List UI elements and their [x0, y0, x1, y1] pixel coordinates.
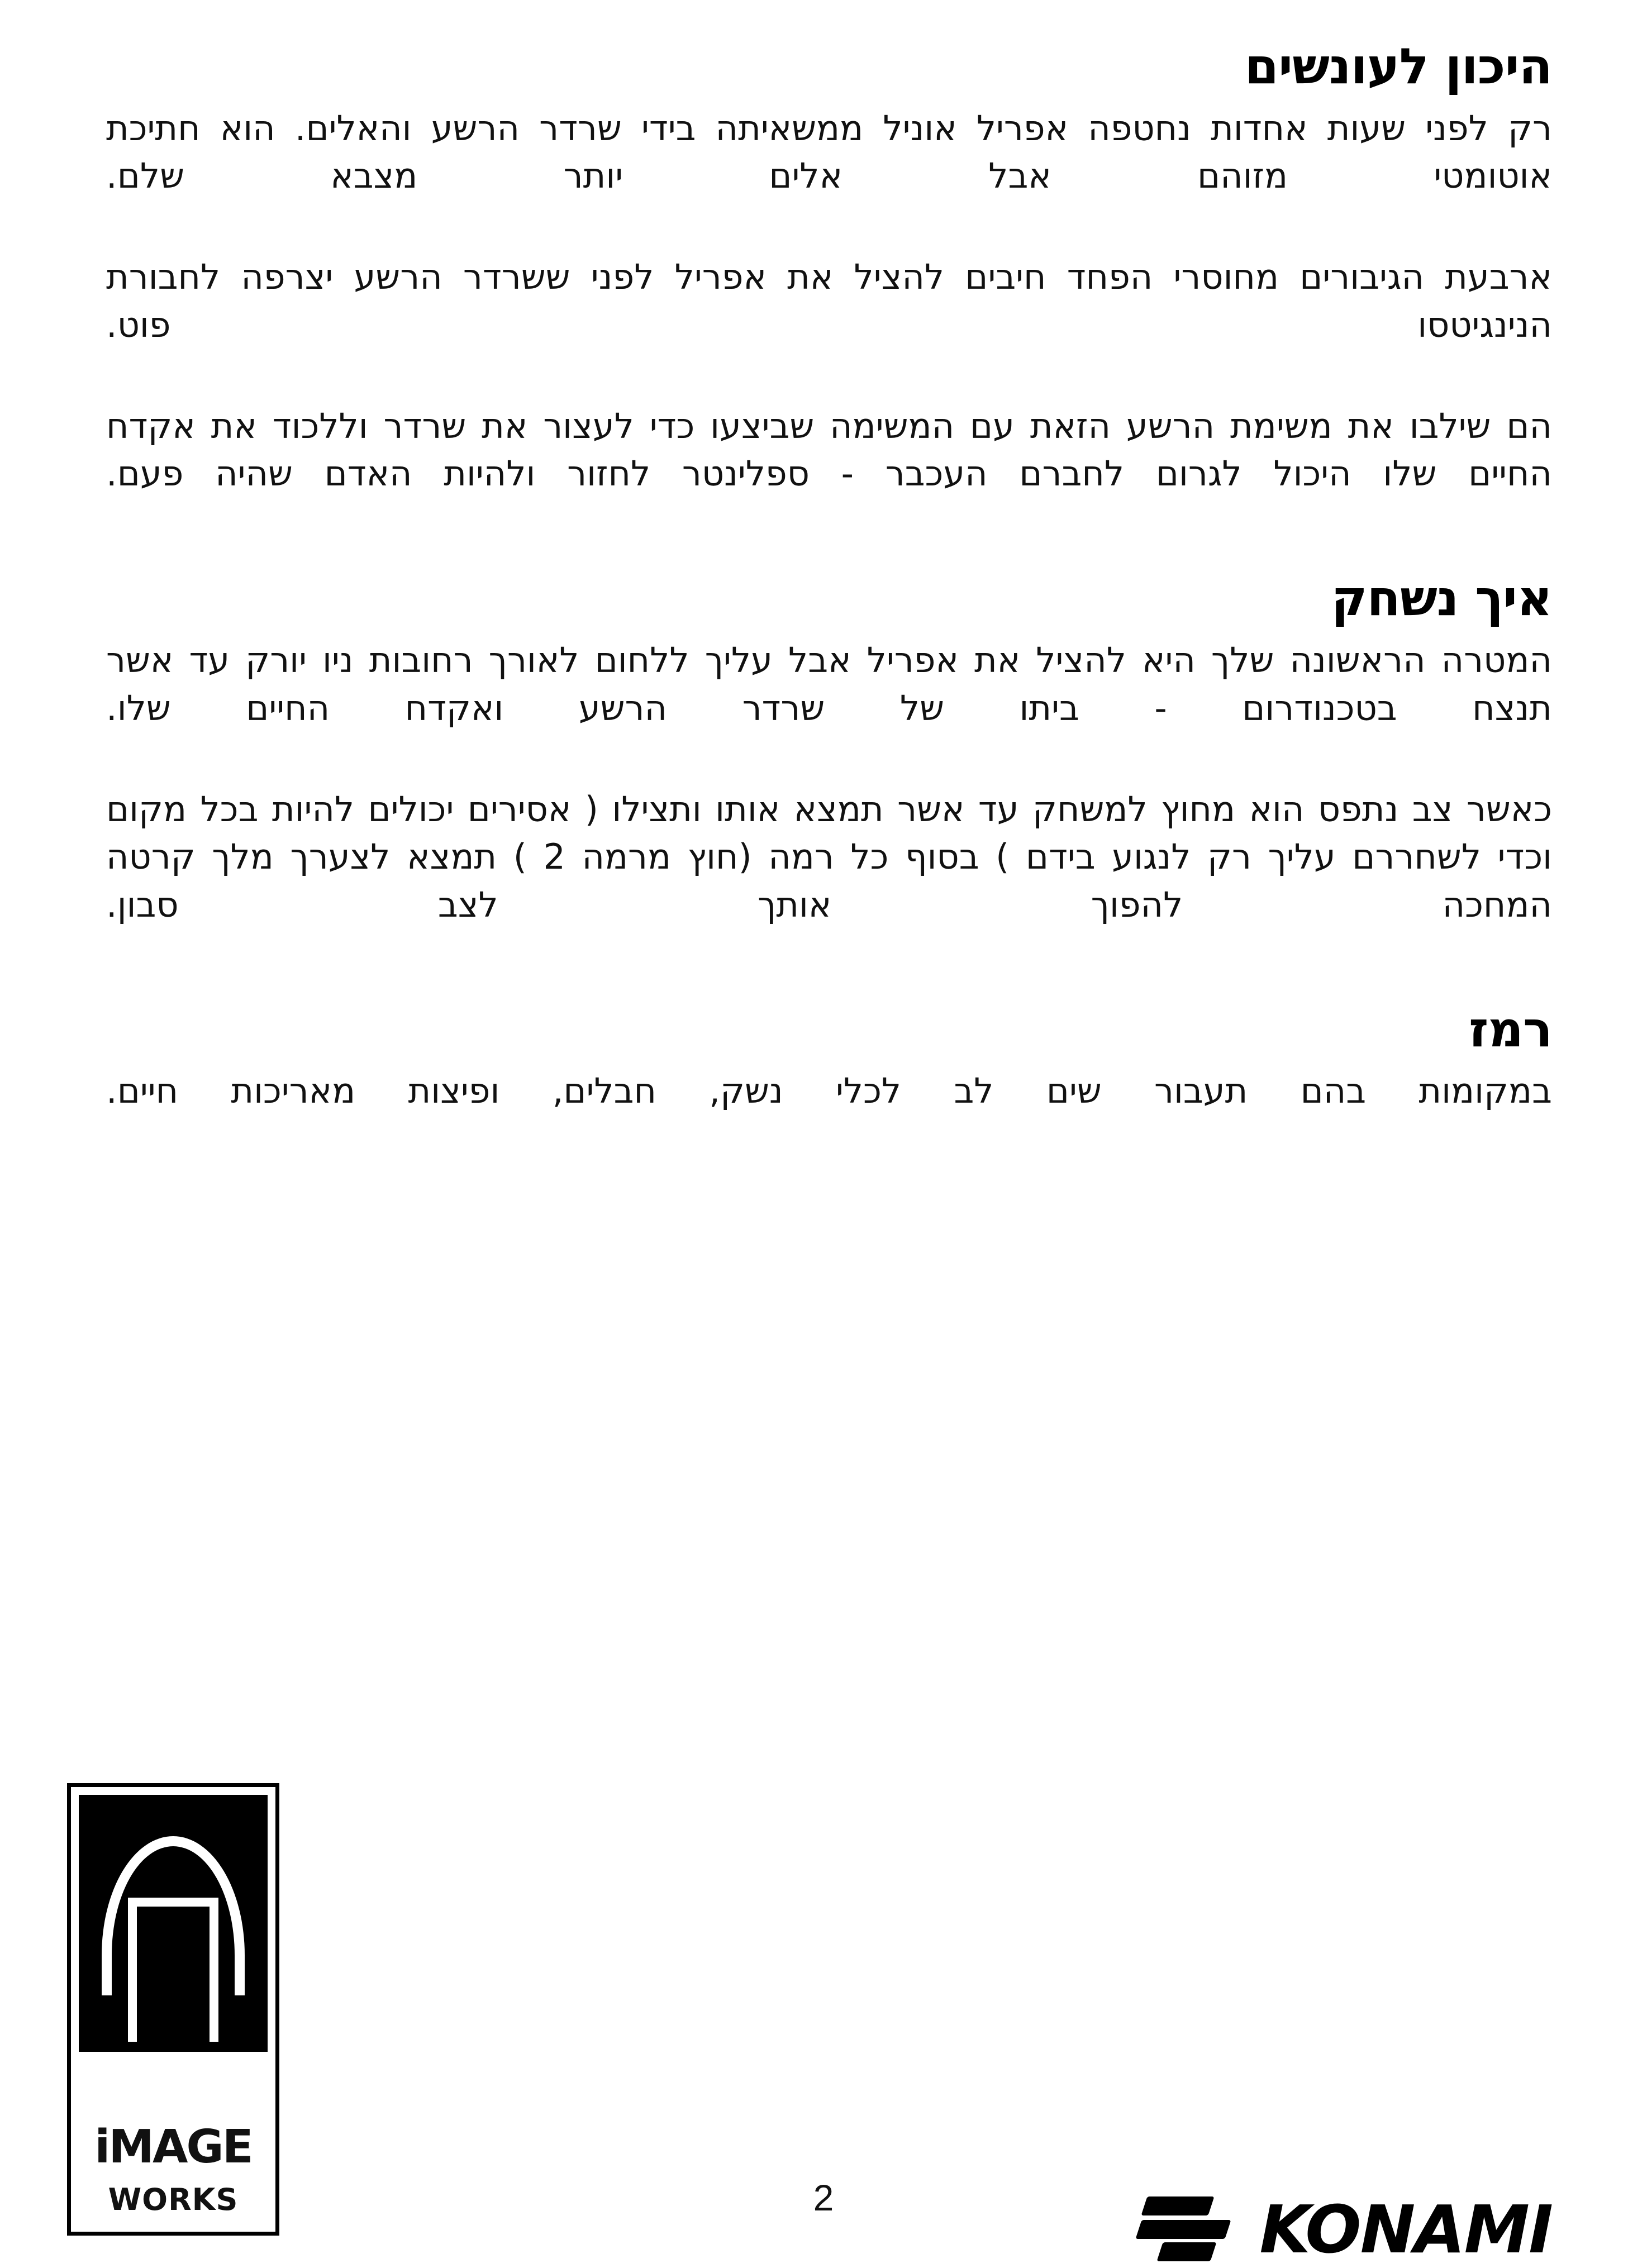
image-works-logo-line1: iMAGE: [94, 2121, 252, 2174]
konami-stripes-icon: [1139, 2193, 1245, 2260]
section-1-paragraph-3: הם שילבו את משימת הרשע הזאת עם המשימה שביצעו כדי לעצור את שרדר וללכוד את אקדח החיים שלו היכול לגרום לחברם העכבר - ספלינטר לחזור ולהיות האדם שהיה פעם.: [106, 405, 1552, 494]
image-works-logo: [67, 1783, 279, 2236]
page-content: [106, 39, 1552, 1162]
image-works-emblem-icon: [79, 1795, 268, 2052]
section-heading-2: איך נשחק: [1331, 569, 1552, 627]
section-heading-3: רמז: [1469, 1000, 1552, 1058]
image-works-logo-inner: [79, 1795, 268, 2224]
section-1-paragraph-2: ארבעת הגיבורים מחוסרי הפחד חיבים להציל את אפריל לפני ששרדר הרשע יצרפה לחבורת הנינגיטסו פוט.: [106, 256, 1552, 345]
konami-wordmark: KONAMI: [1259, 2191, 1552, 2268]
page-number: 2: [813, 2177, 834, 2218]
section-2-paragraph-1: המטרה הראשונה שלך היא להציל את אפריל אבל עליך ללחום לאורך רחובות ניו יורק עד אשר תנצח בטכנודרום - ביתו של שרדר הרשע ואקדח החיים שלו.: [106, 640, 1552, 728]
konami-logo: [1139, 2191, 1552, 2268]
page-footer: [0, 1940, 1647, 2268]
section-heading-1: היכון לעונשים: [1244, 37, 1552, 95]
section-1-paragraph-1: רק לפני שעות אחדות נחטפה אפריל אוניל ממשאיתה בידי שרדר הרשע והאלים. הוא חתיכת אוטומטי מזוהם אבל אלים יותר מצבא שלם.: [106, 107, 1552, 197]
section-2-paragraph-2: כאשר צב נתפס הוא מחוץ למשחק עד אשר תמצא אותו ותצילו ( אסירים יכולים להיות בכל מקום וכדי לשחררם עליך רק לנגוע בידם ) בסוף כל רמה (חוץ מרמה 2 ) תמצא לצערך מלך קרטה המחכה להפוך אותך לצב סבון.: [106, 788, 1552, 925]
image-works-logo-line2: WORKS: [108, 2182, 239, 2217]
section-3-paragraph-1: במקומות בהם תעבור שים לב לכלי נשק, חבלים, ופיצות מאריכות חיים.: [106, 1070, 1552, 1112]
